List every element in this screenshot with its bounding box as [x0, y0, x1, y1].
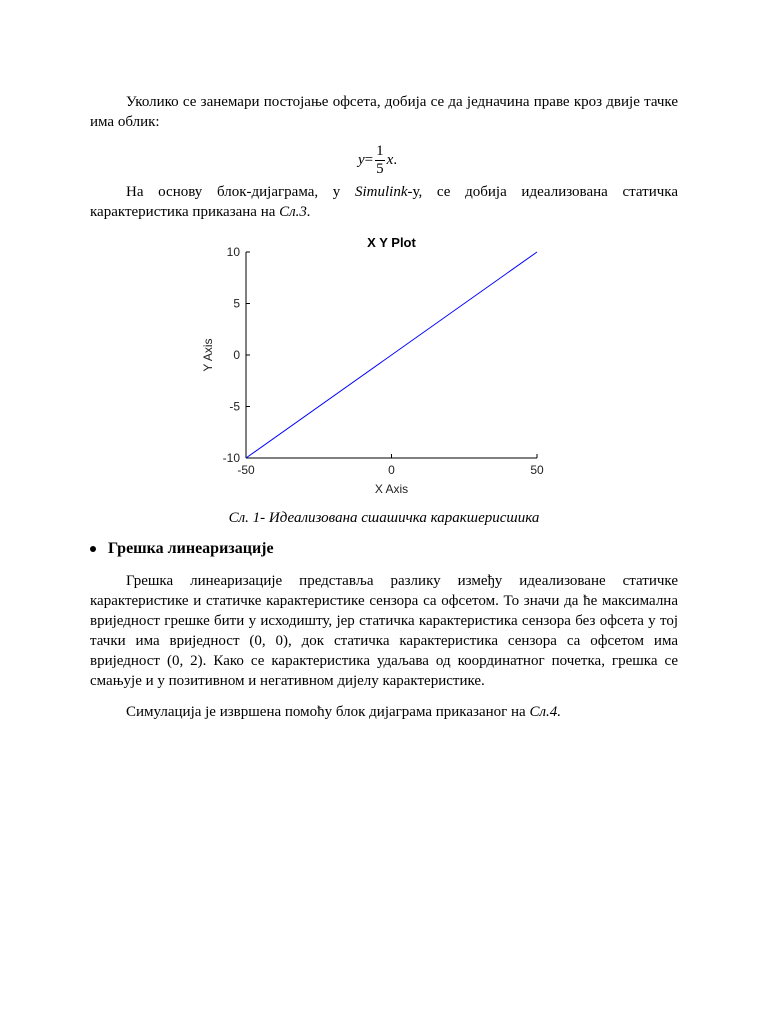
x-axis-label: X Axis: [374, 482, 409, 496]
chart-lines: [246, 252, 537, 458]
xy-plot: [90, 232, 678, 502]
p2-middle: -у, се добија идеализована статичка карактеристика приказана на: [90, 184, 678, 220]
y-tick-label: -10: [222, 451, 240, 465]
p4-before: Симулација је извршена помоћу блок дијаграма приказаног на: [126, 704, 530, 720]
formula-denominator: 5: [376, 160, 384, 177]
y-tick-label: 10: [226, 245, 240, 259]
formula-equals: =: [364, 151, 374, 168]
p2-simulink: Simulink: [355, 184, 408, 200]
series-line: [246, 252, 537, 458]
x-tick-label: 50: [530, 463, 544, 477]
bullet-icon: [90, 546, 96, 552]
paragraph-simulation: [90, 702, 678, 722]
y-tick-label: 5: [233, 296, 240, 311]
formula-y: y: [358, 151, 365, 168]
x-tick-label: 0: [388, 463, 395, 477]
p2-before: На основу блок-дијаграма, у: [126, 184, 355, 200]
x-tick-label: -50: [237, 463, 255, 477]
y-tick-label: -5: [229, 399, 240, 414]
p2-figure-ref: Сл.3: [279, 204, 307, 220]
p4-figure-ref: Сл.4: [529, 704, 558, 720]
section-heading: [90, 538, 678, 560]
p4-end: .: [557, 704, 562, 720]
formula: [90, 140, 678, 182]
xy-plot-figure: [90, 232, 678, 502]
y-tick-label: 0: [233, 348, 240, 362]
formula-numerator: 1: [376, 142, 384, 159]
heading-text: Грешка линеаризације: [108, 540, 274, 557]
paragraph-line-equation: Уколико се занемари постојање офсета, добија се да једначина праве кроз двије тачке има облик:: [90, 94, 678, 130]
formula-fraction: [375, 143, 385, 178]
p2-end: .: [306, 204, 311, 220]
y-axis-label: Y Axis: [201, 338, 215, 372]
document-page: [90, 92, 678, 722]
formula-x: x: [386, 151, 394, 168]
formula-period: .: [393, 151, 398, 168]
paragraph-simulink: [90, 182, 678, 222]
paragraph-linearization-error: Грешка линеаризације представља разлику између идеализоване статичке карактеристике и статичке карактеристике сензора са офсетом. То значи да ће максимална вриједност грешке бити у исходишту, јер статичка карактеристика сензора без офсета у тој тачки има вриједност (0, 0), док статичка карактеристика сензора са офсетом има вриједност (0, 2). Како се карактеристика удаљава од координатног почетка, грешка се смањује и у позитивном и негативном дијелу карактеристике.: [90, 573, 678, 689]
figure-caption: Сл. 1- Идеализована сшашичка каракшерисшика: [228, 510, 540, 526]
chart-title: X Y Plot: [367, 235, 416, 250]
